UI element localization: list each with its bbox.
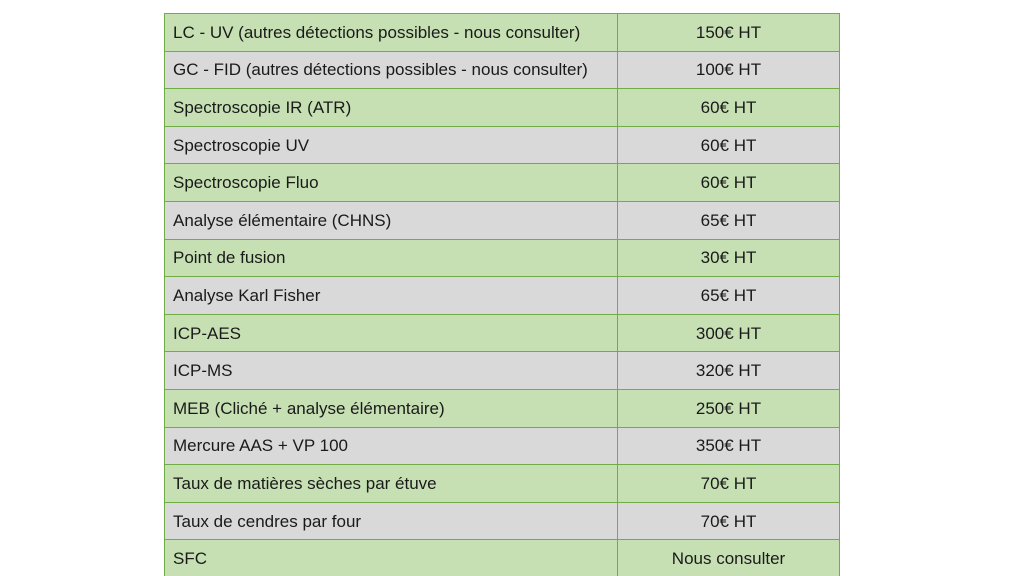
price-cell: 250€ HT bbox=[618, 389, 840, 427]
table-row bbox=[165, 51, 840, 89]
table-row bbox=[165, 465, 840, 503]
price-cell: 60€ HT bbox=[618, 164, 840, 202]
service-cell: MEB (Cliché + analyse élémentaire) bbox=[165, 389, 618, 427]
service-cell: Taux de cendres par four bbox=[165, 502, 618, 540]
service-cell: Spectroscopie UV bbox=[165, 126, 618, 164]
table-row bbox=[165, 89, 840, 127]
table-row bbox=[165, 277, 840, 315]
price-cell: 60€ HT bbox=[618, 126, 840, 164]
price-cell: 350€ HT bbox=[618, 427, 840, 465]
table-row bbox=[165, 126, 840, 164]
table-row bbox=[165, 540, 840, 576]
table-row bbox=[165, 164, 840, 202]
service-cell: Taux de matières sèches par étuve bbox=[165, 465, 618, 503]
table-row bbox=[165, 502, 840, 540]
price-cell: 300€ HT bbox=[618, 314, 840, 352]
price-table-body bbox=[165, 14, 840, 576]
price-cell: 70€ HT bbox=[618, 502, 840, 540]
price-cell: 150€ HT bbox=[618, 14, 840, 52]
service-cell: ICP-MS bbox=[165, 352, 618, 390]
service-cell: SFC bbox=[165, 540, 618, 576]
table-row bbox=[165, 239, 840, 277]
table-row bbox=[165, 389, 840, 427]
price-cell: Nous consulter bbox=[618, 540, 840, 576]
service-cell: Point de fusion bbox=[165, 239, 618, 277]
price-table bbox=[164, 13, 840, 576]
service-cell: Spectroscopie Fluo bbox=[165, 164, 618, 202]
price-cell: 70€ HT bbox=[618, 465, 840, 503]
service-cell: Mercure AAS + VP 100 bbox=[165, 427, 618, 465]
service-cell: LC - UV (autres détections possibles - nous consulter) bbox=[165, 14, 618, 52]
price-cell: 30€ HT bbox=[618, 239, 840, 277]
price-cell: 65€ HT bbox=[618, 277, 840, 315]
table-row bbox=[165, 14, 840, 52]
service-cell: ICP-AES bbox=[165, 314, 618, 352]
table-row bbox=[165, 314, 840, 352]
price-cell: 100€ HT bbox=[618, 51, 840, 89]
price-cell: 60€ HT bbox=[618, 89, 840, 127]
service-cell: Analyse élémentaire (CHNS) bbox=[165, 201, 618, 239]
service-cell: Spectroscopie IR (ATR) bbox=[165, 89, 618, 127]
price-cell: 320€ HT bbox=[618, 352, 840, 390]
service-cell: Analyse Karl Fisher bbox=[165, 277, 618, 315]
table-row bbox=[165, 201, 840, 239]
price-cell: 65€ HT bbox=[618, 201, 840, 239]
table-row bbox=[165, 427, 840, 465]
table-row bbox=[165, 352, 840, 390]
service-cell: GC - FID (autres détections possibles - nous consulter) bbox=[165, 51, 618, 89]
